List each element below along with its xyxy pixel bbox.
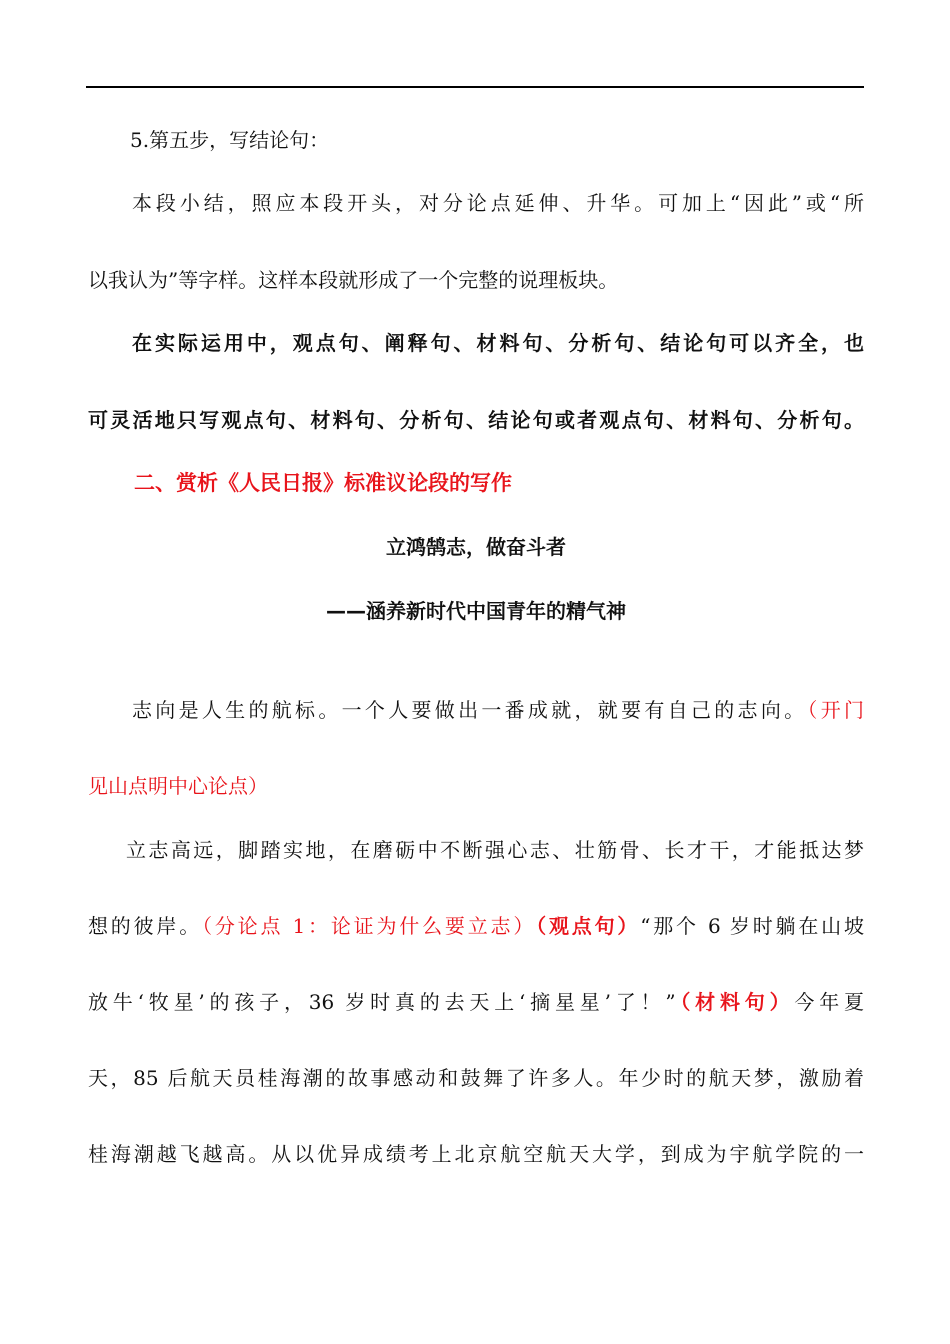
- annotation: （开门: [807, 698, 865, 722]
- tag: （观点句）: [536, 914, 641, 938]
- text: 志向是人生的航标。一个人要做出一番成就，就要有自己的志向。: [132, 698, 808, 722]
- paragraph-line: 本段小结，照应本段开头，对分论点延伸、升华。可加上“因此”或“所: [132, 191, 864, 215]
- paragraph-line: [88, 912, 864, 940]
- summary-line: 在实际运用中，观点句、阐释句、材料句、分析句、结论句可以齐全，也: [132, 331, 864, 355]
- article-title: 立鸿鹄志，做奋斗者: [386, 535, 566, 559]
- article-subtitle: ——涵养新时代中国青年的精气神: [326, 599, 626, 623]
- paragraph-line: [88, 988, 864, 1016]
- tag: （材料句）: [675, 990, 795, 1014]
- paragraph-line: 桂海潮越飞越高。从以优异成绩考上北京航空航天大学，到成为宇航学院的一: [88, 1142, 864, 1166]
- text: 放牛‘牧星’的孩子，36 岁时真的去天上‘摘星星’了！”: [88, 990, 676, 1014]
- header-rule: [86, 86, 864, 88]
- step5-heading: 5.第五步，写结论句：: [130, 128, 330, 152]
- text: “那个 6 岁时躺在山坡: [640, 914, 864, 938]
- annotation-line: 见山点明中心论点）: [88, 774, 268, 798]
- text: 今年夏: [794, 990, 864, 1014]
- text: 想的彼岸。: [88, 914, 203, 938]
- paragraph-line: 天，85 后航天员桂海潮的故事感动和鼓舞了许多人。年少时的航天梦，激励着: [88, 1066, 864, 1090]
- section-heading: 二、赏析《人民日报》标准议论段的写作: [134, 471, 512, 495]
- paragraph-line: 立志高远，脚踏实地，在磨砺中不断强心志、壮筋骨、长才干，才能抵达梦: [126, 838, 864, 862]
- summary-line: 可灵活地只写观点句、材料句、分析句、结论句或者观点句、材料句、分析句。: [88, 408, 864, 432]
- paragraph-line: [88, 696, 864, 724]
- paragraph-line: 以我认为”等字样。这样本段就形成了一个完整的说理板块。: [88, 268, 619, 292]
- annotation: （分论点 1：论证为什么要立志）: [202, 914, 537, 938]
